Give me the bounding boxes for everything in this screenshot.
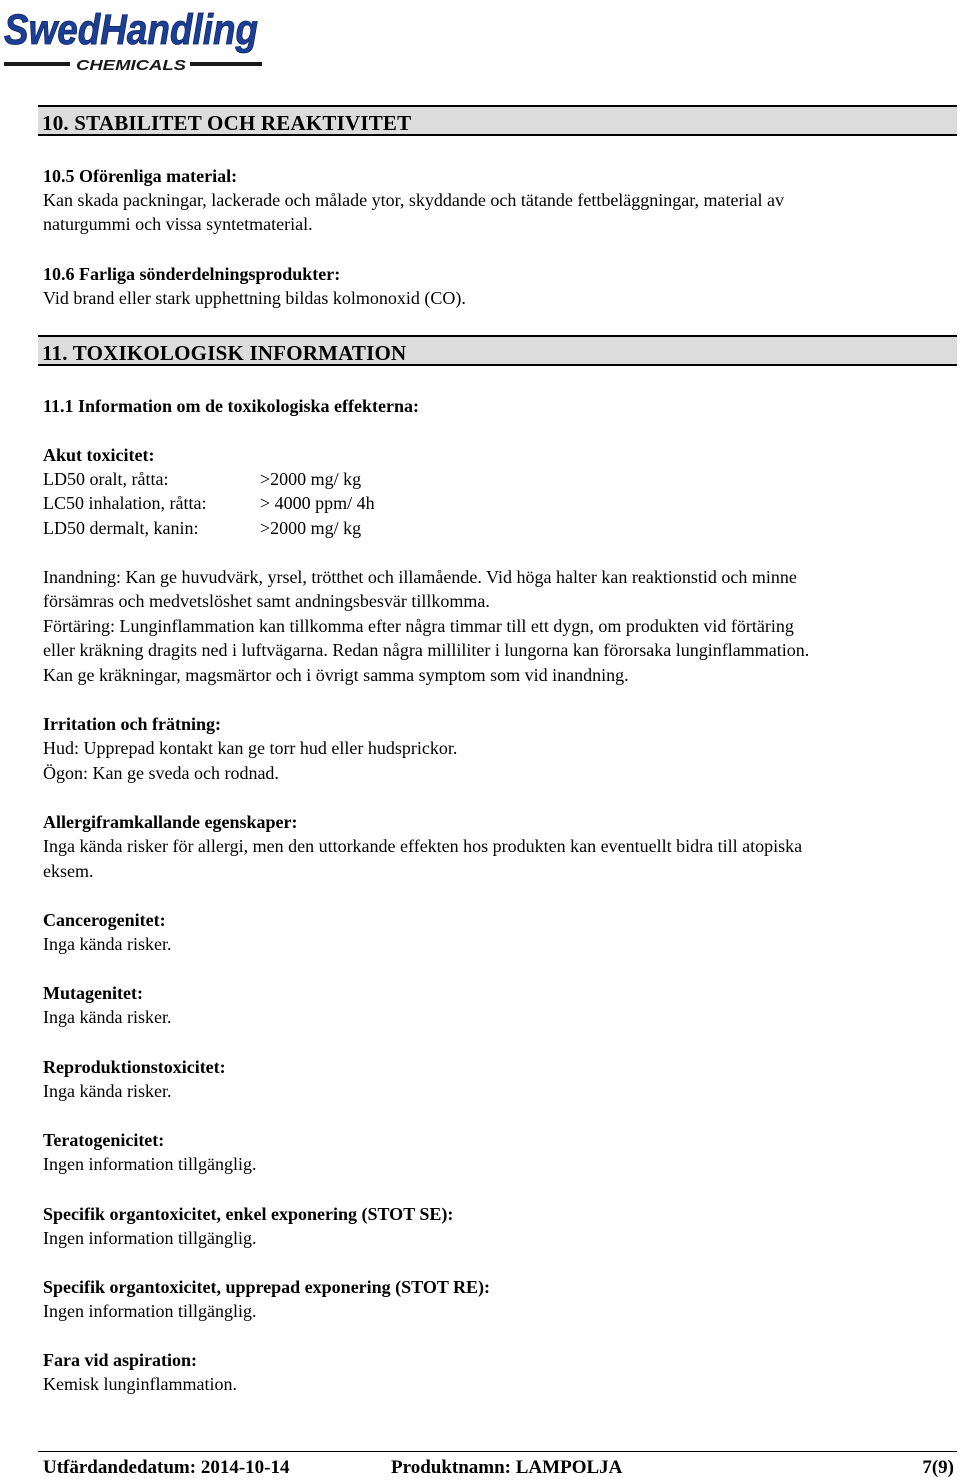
akut-heading: Akut toxicitet: [43,445,155,465]
repro-text: Inga kända risker. [43,1081,172,1101]
logo-wordmark: SwedHandling [4,6,258,54]
s10-6-text: Vid brand eller stark upphettning bildas kolmonoxid (CO). [43,288,466,308]
s10-5-text: naturgummi och vissa syntetmaterial. [43,214,313,234]
stotre-text: Ingen information tillgänglig. [43,1301,257,1321]
company-logo [0,0,270,78]
akut-value: > 4000 ppm/ 4h [260,493,375,513]
allergi-heading: Allergiframkallande egenskaper: [43,812,298,832]
akut-value: >2000 mg/ kg [260,469,362,489]
section-10-header [38,105,957,136]
terato-text: Ingen information tillgänglig. [43,1154,257,1174]
footer-product-value: LAMPOLJA [515,1457,623,1478]
footer-date-label: Utfärdandedatum: [43,1457,197,1478]
irritation-text: Ögon: Kan ge sveda och rodnad. [43,763,279,783]
stotse-heading: Specifik organtoxicitet, enkel exponering (STOT SE): [43,1204,454,1224]
aspiration-heading: Fara vid aspiration: [43,1350,198,1370]
allergi-text: Inga kända risker för allergi, men den uttorkande effekten hos produkten kan eventuellt bidra till atopiska [43,836,803,856]
stotre-heading: Specifik organtoxicitet, upprepad exponering (STOT RE): [43,1277,491,1297]
irritation-heading: Irritation och frätning: [43,714,221,734]
footer-date [43,1457,289,1479]
s10-5-text: Kan skada packningar, lackerade och målade ytor, skyddande och tätande fettbeläggningar, material av [43,190,785,210]
logo-subtitle: CHEMICALS [76,57,186,74]
section-11-title: 11. TOXIKOLOGISK INFORMATION [42,341,407,365]
mutagen-text: Inga kända risker. [43,1007,172,1027]
akut-label: LC50 inhalation, råtta: [43,493,207,513]
effects-text: Kan ge kräkningar, magsmärtor och i övrigt samma symptom som vid inandning. [43,665,629,685]
irritation-text: Hud: Upprepad kontakt kan ge torr hud eller hudsprickor. [43,738,458,758]
effects-text: eller kräkning dragits ned i luftvägarna. Redan några milliliter i lungorna kan förorsaka lunginflammation. [43,640,810,660]
s11-1-heading: 11.1 Information om de toxikologiska effekterna: [43,396,419,416]
footer-product [391,1457,622,1479]
footer-divider [38,1451,957,1452]
aspiration-text: Kemisk lunginflammation. [43,1374,237,1394]
cancer-text: Inga kända risker. [43,934,172,954]
section-11-header [38,335,957,366]
akut-label: LD50 dermalt, kanin: [43,518,199,538]
terato-heading: Teratogenicitet: [43,1130,165,1150]
footer-product-label: Produktnamn: [391,1457,512,1478]
akut-value: >2000 mg/ kg [260,518,362,538]
section-10-title: 10. STABILITET OCH REAKTIVITET [42,111,412,135]
footer-date-value: 2014-10-14 [200,1457,290,1478]
s10-6-heading: 10.6 Farliga sönderdelningsprodukter: [43,264,341,284]
footer-page-number: 7(9) [922,1457,954,1478]
akut-label: LD50 oralt, råtta: [43,469,169,489]
stotse-text: Ingen information tillgänglig. [43,1228,257,1248]
effects-text: försämras och medvetslöshet samt andningsbesvär tillkomma. [43,591,490,611]
effects-text: Inandning: Kan ge huvudvärk, yrsel, trötthet och illamående. Vid höga halter kan reaktionstid och minne [43,567,797,587]
allergi-text: eksem. [43,861,94,881]
repro-heading: Reproduktionstoxicitet: [43,1057,226,1077]
cancer-heading: Cancerogenitet: [43,910,166,930]
s10-5-heading: 10.5 Oförenliga material: [43,166,238,186]
effects-text: Förtäring: Lunginflammation kan tillkomma efter några timmar till ett dygn, om produkten vid förtäring [43,616,794,636]
company-logo-graphic [0,0,270,78]
mutagen-heading: Mutagenitet: [43,983,143,1003]
